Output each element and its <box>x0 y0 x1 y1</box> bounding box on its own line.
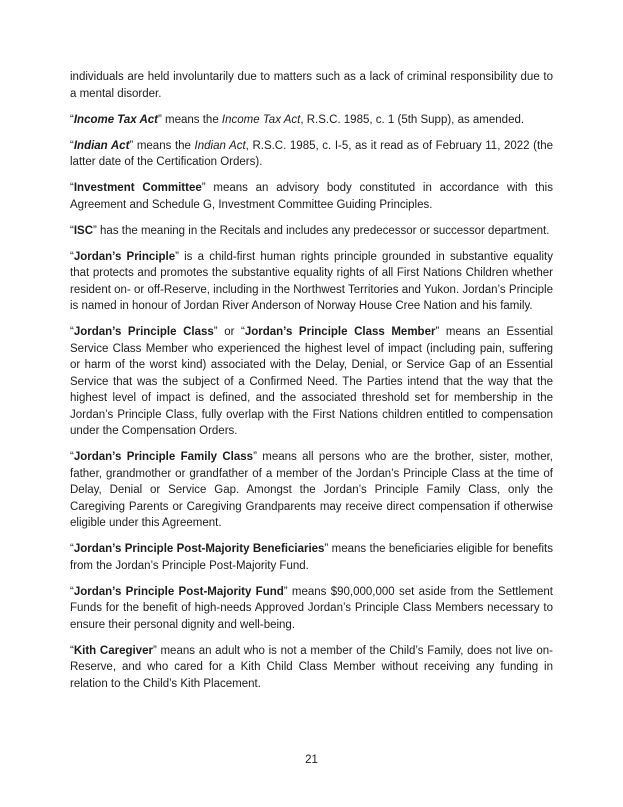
paragraph <box>70 112 553 129</box>
defined-term: ISC <box>73 224 94 237</box>
text-segment: “ <box>70 585 74 598</box>
text-segment: ” means an adult who is not a member of the Child’s Family, does not live on-Reserve, and who cared for a Kith Child Class Member without receiving any funding in relation to the Child’s Kith Placement. <box>70 644 553 690</box>
text-segment: ” is a child-first human rights principle grounded in substantive equality that protects and promotes the substantive equality rights of all First Nations Children whether resident on- or off-Reserve, including in the Northwest Territories and Yukon. Jordan’s Principle is named in honour of Jordan River Anderson of Norway House Cree Nation and his family. <box>70 250 553 312</box>
paragraph <box>70 541 553 574</box>
text-segment: “ <box>70 182 74 194</box>
text-segment: “ <box>70 113 74 126</box>
defined-term: Jordan’s Principle Post-Majority Beneficiaries <box>73 543 325 555</box>
paragraph <box>70 138 553 171</box>
paragraph <box>70 584 553 634</box>
text-segment: ” means an advisory body constituted in accordance with this Agreement and Schedule G, Investment Committee Guiding Principles. <box>70 182 553 211</box>
page-footer <box>0 752 623 768</box>
page-number: 21 <box>305 754 318 766</box>
text-segment: , R.S.C. 1985, c. 1 (5th Supp), as amended. <box>300 113 525 126</box>
paragraph <box>70 449 553 532</box>
text-segment: “ <box>70 451 74 463</box>
text-segment: ” or “ <box>213 326 245 338</box>
text-segment: ” means the <box>129 139 195 152</box>
defined-term: Investment Committee <box>73 182 202 194</box>
text-segment: ” means the <box>158 113 222 126</box>
defined-term: Kith Caregiver <box>73 644 153 657</box>
paragraph <box>70 223 553 240</box>
text-segment: “ <box>70 224 74 237</box>
defined-term: Income Tax Act <box>73 113 158 126</box>
defined-term: Jordan’s Principle Post-Majority Fund <box>73 585 284 598</box>
defined-term: Indian Act <box>73 139 130 152</box>
text-segment: “ <box>70 543 74 555</box>
text-segment: ” means the beneficiaries eligible for benefits from the Jordan’s Principle Post-Majority Fund. <box>70 543 553 572</box>
text-segment: “ <box>70 644 74 657</box>
text-segment: Income Tax Act <box>221 113 301 126</box>
paragraph <box>70 324 553 440</box>
document-content <box>70 69 553 702</box>
text-segment: , R.S.C. 1985, c. I-5, as it read as of February 11, 2022 (the latter date of the Certification Orders). <box>70 139 553 168</box>
text-segment: “ <box>70 139 74 152</box>
defined-term: Jordan’s Principle Family Class <box>73 451 254 463</box>
text-segment: ” means $90,000,000 set aside from the Settlement Funds for the benefit of high-needs Approved Jordan’s Principle Class Members necessary to ensure their personal dignity and well-being. <box>70 585 553 631</box>
paragraph <box>70 69 553 102</box>
paragraph <box>70 180 553 213</box>
defined-term: Jordan’s Principle Class Member <box>244 326 436 338</box>
text-segment: ” means an Essential Service Class Member who experienced the highest level of impact (including pain, suffering or harm of the worst kind) associated with the Delay, Denial, or Service Gap of an Essential Service that was the subject of a Confirmed Need. The Parties intend that the way that the highest level of impact is defined, and the associated threshold set for membership in the Jordan’s Principle Class, fully overlap with the First Nations children entitled to compensation under the Compensation Orders. <box>70 326 554 437</box>
text-segment: “ <box>70 326 74 338</box>
text-segment: ” has the meaning in the Recitals and includes any predecessor or successor department. <box>93 224 550 237</box>
text-segment: Indian Act <box>194 139 246 152</box>
defined-term: Jordan’s Principle Class <box>73 326 214 338</box>
defined-term: Jordan’s Principle <box>73 250 176 263</box>
paragraph <box>70 643 553 693</box>
text-segment: “ <box>70 250 74 263</box>
paragraph <box>70 249 553 315</box>
text-segment: ” means all persons who are the brother, sister, mother, father, grandmother or grandfather of a member of the Jordan’s Principle Class at the time of Delay, Denial or Service Gap. Amongst the Jordan’s Principle Family Class, only the Caregiving Parents or Caregiving Grandparents may receive direct compensation if otherwise eligible under this Agreement. <box>70 451 553 529</box>
text-segment: individuals are held involuntarily due to matters such as a lack of criminal responsibility due to a mental disorder. <box>70 71 553 100</box>
